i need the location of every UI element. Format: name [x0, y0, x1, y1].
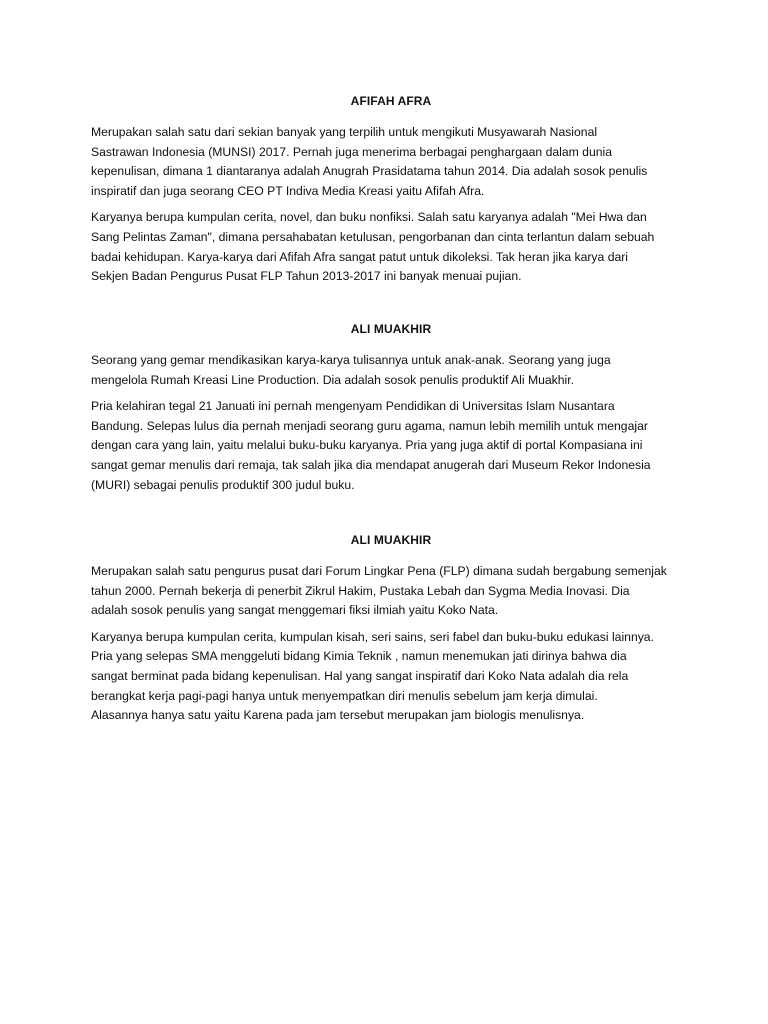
section-ali-muakhir: [91, 322, 691, 502]
section-heading: ALI MUAKHIR: [350, 533, 432, 547]
paragraph: Pria kelahiran tegal 21 Januati ini pernah mengenyam Pendidikan di Universitas Islam Nusantara Bandung. Selepas lulus dia pernah menjadi seorang guru agama, namun lebih memilih untuk mengajar dengan cara yang lain, yaitu melalui buku-buku karyanya. Pria yang juga aktif di portal Kompasiana ini sangat gemar menulis dari remaja, tak salah jika dia mendapat anugerah dari Museum Rekor Indonesia (MURI) sebagai penulis produktif 300 judul buku.: [91, 399, 651, 492]
paragraph: Karyanya berupa kumpulan cerita, kumpulan kisah, seri sains, seri fabel dan buku-buku edukasi lainnya. Pria yang selepas SMA menggeluti bidang Kimia Teknik , namun menemukan jati dirinya bahwa dia sangat berminat pada bidang kepenulisan. Hal yang sangat inspiratif dari Koko Nata adalah dia rela berangkat kerja pagi-pagi hanya untuk menyempatkan diri menulis sebelum jam kerja dimulai. Alasannya hanya satu yaitu Karena pada jam tersebut merupakan jam biologis menulisnya.: [91, 629, 654, 723]
paragraph: Merupakan salah satu pengurus pusat dari Forum Lingkar Pena (FLP) dimana sudah bergabung semenjak tahun 2000. Pernah bekerja di penerbit Zikrul Hakim, Pustaka Lebah dan Sygma Media Inovasi. Dia adalah sosok penulis yang sangat menggemari fiksi ilmiah yaitu Koko Nata.: [91, 564, 667, 618]
section-afifah-afra: [91, 94, 691, 294]
section-ali-muakhir-2: [91, 533, 691, 733]
paragraph: Karyanya berupa kumpulan cerita, novel, dan buku nonfiksi. Salah satu karyanya adalah "Mei Hwa dan Sang Pelintas Zaman", dimana persahabatan ketulusan, pengorbanan dan cinta terlantun dalam sebuah badai kehidupan. Karya-karya dari Afifah Afra sangat patut untuk dikoleksi. Tak heran jika karya dari Sekjen Badan Pengurus Pusat FLP Tahun 2013-2017 ini banyak menuai pujian.: [91, 210, 655, 284]
paragraph: Merupakan salah satu dari sekian banyak yang terpilih untuk mengikuti Musyawarah Nasional Sastrawan Indonesia (MUNSI) 2017. Pernah juga menerima berbagai penghargaan dalam dunia kepenulisan, dimana 1 diantaranya adalah Anugrah Prasidatama tahun 2014. Dia adalah sosok penulis inspiratif dan juga seorang CEO PT Indiva Media Kreasi yaitu Afifah Afra.: [91, 125, 648, 198]
section-heading: ALI MUAKHIR: [350, 322, 432, 336]
paragraph: Seorang yang gemar mendikasikan karya-karya tulisannya untuk anak-anak. Seorang yang juga mengelola Rumah Kreasi Line Production. Dia adalah sosok penulis produktif Ali Muakhir.: [91, 353, 611, 387]
section-heading: AFIFAH AFRA: [350, 94, 432, 108]
